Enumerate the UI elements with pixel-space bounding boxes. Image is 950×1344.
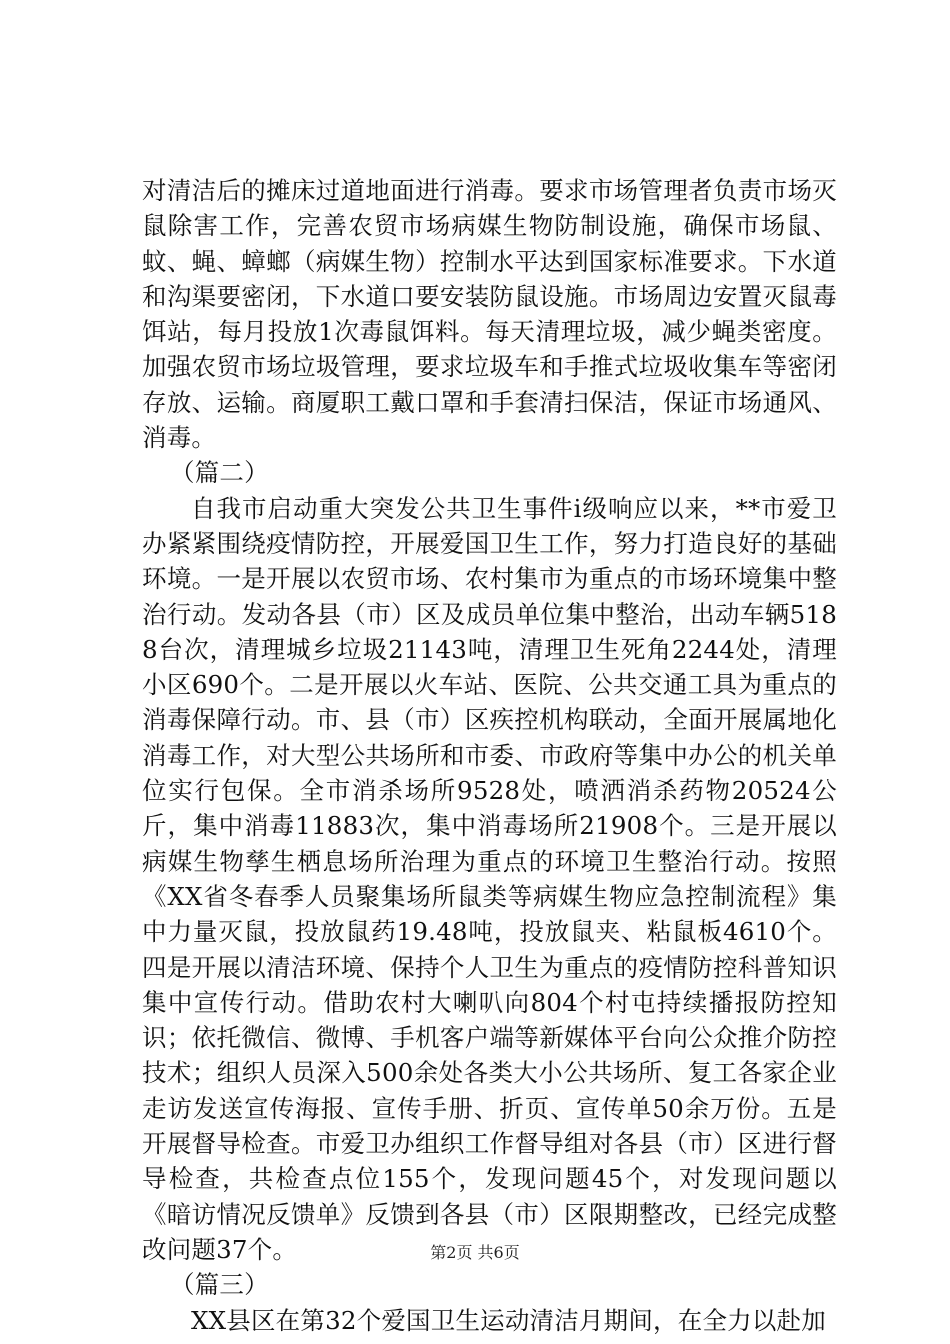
paragraph-section-2: 自我市启动重大突发公共卫生事件ⅰ级响应以来，**市爱卫办紧紧围绕疫情防控，开展爱国卫生工作，努力打造良好的基础环境。一是开展以农贸市场、农村集市为重点的市场环境集中整治行动。发动各县（市）区及成员单位集中整治，出动车辆5188台次，清理城乡垃圾21143吨，清理卫生死角2244处，清理小区690个。二是开展以火车站、医院、公共交通工具为重点的消毒保障行动。市、县（市）区疾控机构联动，全面开展属地化消毒工作，对大型公共场所和市委、市政府等集中办公的机关单位实行包保。全市消杀场所9528处，喷洒消杀药物20524公斤，集中消毒11883次，集中消毒场所21908个。三是开展以病媒生物孳生栖息场所治理为重点的环境卫生整治行动。按照《XX省冬春季人员聚集场所鼠类等病媒生物应急控制流程》集中力量灭鼠，投放鼠药19.48吨，投放鼠夹、粘鼠板4610个。四是开展以清洁环境、保持个人卫生为重点的疫情防控科普知识集中宣传行动。借助农村大喇叭向804个村屯持续播报防控知识；依托微信、微博、手机客户端等新媒体平台向公众推介防控技术；组织人员深入500余处各类大小公共场所、复工各家企业走访发送宣传海报、宣传手册、折页、宣传单50余万份。五是开展督导检查。市爱卫办组织工作督导组对各县（市）区进行督导检查，共检查点位155个，发现问题45个，对发现问题以《暗访情况反馈单》反馈到各县（市）区限期整改，已经完成整改问题37个。	[142, 493, 837, 1264]
page-number: 第2页 共6页	[430, 1243, 520, 1262]
document-body	[142, 173, 837, 1338]
section-heading-2: （篇二）	[170, 458, 269, 488]
page-footer	[0, 1240, 950, 1263]
paragraph-section-3: XX县区在第32个爱国卫生运动清洁月期间，在全力以赴加	[191, 1305, 826, 1335]
section-heading-3: （篇三）	[170, 1270, 269, 1300]
paragraph-continued: 对清洁后的摊床过道地面进行消毒。要求市场管理者负责市场灭鼠除害工作，完善农贸市场病媒生物防制设施，确保市场鼠、蚊、蝇、蟑螂（病媒生物）控制水平达到国家标准要求。下水道和沟渠要密闭，下水道口要安装防鼠设施。市场周边安置灭鼠毒饵站，每月投放1次毒鼠饵料。每天清理垃圾，减少蝇类密度。加强农贸市场垃圾管理，要求垃圾车和手推式垃圾收集车等密闭存放、运输。商厦职工戴口罩和手套清扫保洁，保证市场通风、消毒。	[142, 176, 837, 453]
